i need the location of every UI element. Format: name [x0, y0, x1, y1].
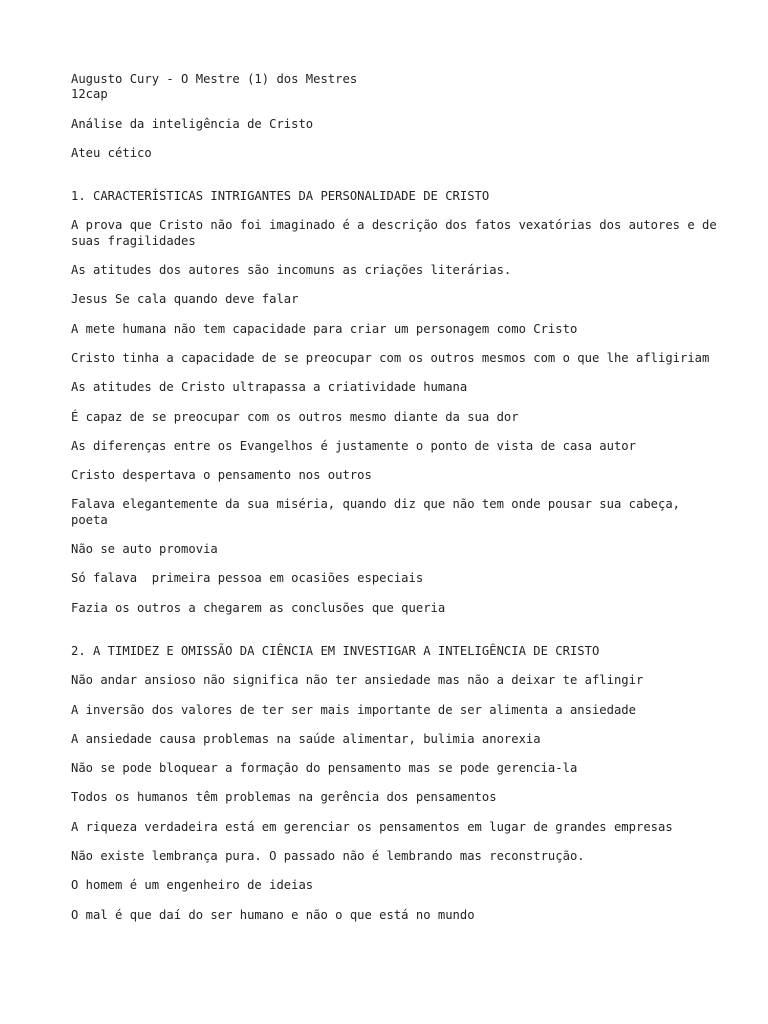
section-1-heading: 1. CARACTERÍSTICAS INTRIGANTES DA PERSONALIDADE DE CRISTO: [71, 189, 490, 204]
paragraph: Só falava primeira pessoa em ocasiões especiais: [71, 571, 424, 586]
paragraph: O homem é um engenheiro de ideias: [71, 878, 314, 893]
paragraph: Não existe lembrança pura. O passado não é lembrando mas reconstrução.: [71, 849, 585, 864]
paragraph: O mal é que daí do ser humano e não o que está no mundo: [71, 907, 475, 922]
chapter-label: 12cap: [71, 87, 108, 102]
paragraph: A inversão dos valores de ter ser mais importante de ser alimenta a ansiedade: [71, 702, 636, 717]
section-2-heading: 2. A TIMIDEZ E OMISSÃO DA CIÊNCIA EM INVESTIGAR A INTELIGÊNCIA DE CRISTO: [71, 643, 600, 658]
paragraph: Cristo tinha a capacidade de se preocupar com os outros mesmos com o que lhe afligiriam: [71, 350, 710, 365]
paragraph: Todos os humanos têm problemas na gerência dos pensamentos: [71, 790, 497, 805]
paragraph: Fazia os outros a chegarem as conclusões que queria: [71, 600, 446, 615]
document-title: Augusto Cury - O Mestre (1) dos Mestres: [71, 72, 358, 86]
document-note: Ateu cético: [71, 145, 152, 160]
paragraph: As atitudes de Cristo ultrapassa a criatividade humana: [71, 380, 468, 395]
paragraph: A mete humana não tem capacidade para criar um personagem como Cristo: [71, 321, 578, 336]
paragraph: Cristo despertava o pensamento nos outros: [71, 468, 372, 483]
paragraph: Não se pode bloquear a formação do pensamento mas se pode gerencia-la: [71, 761, 578, 776]
paragraph: Não se auto promovia: [71, 542, 218, 557]
paragraph: A riqueza verdadeira está em gerenciar os pensamentos em lugar de grandes empresas: [71, 819, 673, 834]
paragraph: As atitudes dos autores são incomuns as criações literárias.: [71, 263, 512, 278]
document-page: [71, 72, 725, 937]
document-subtitle: Análise da inteligência de Cristo: [71, 116, 314, 131]
paragraph: Falava elegantemente da sua miséria, quando diz que não tem onde pousar sua cabeça, poeta: [71, 497, 688, 527]
document-header: [71, 72, 721, 103]
paragraph: Não andar ansioso não significa não ter ansiedade mas não a deixar te aflingir: [71, 673, 644, 688]
paragraph: É capaz de se preocupar com os outros mesmo diante da sua dor: [71, 409, 519, 424]
paragraph: A ansiedade causa problemas na saúde alimentar, bulimia anorexia: [71, 731, 541, 746]
paragraph: A prova que Cristo não foi imaginado é a descrição dos fatos vexatórias dos autores e de suas fragilidades: [71, 218, 725, 248]
paragraph: As diferenças entre os Evangelhos é justamente o ponto de vista de casa autor: [71, 438, 636, 453]
paragraph: Jesus Se cala quando deve falar: [71, 292, 299, 307]
